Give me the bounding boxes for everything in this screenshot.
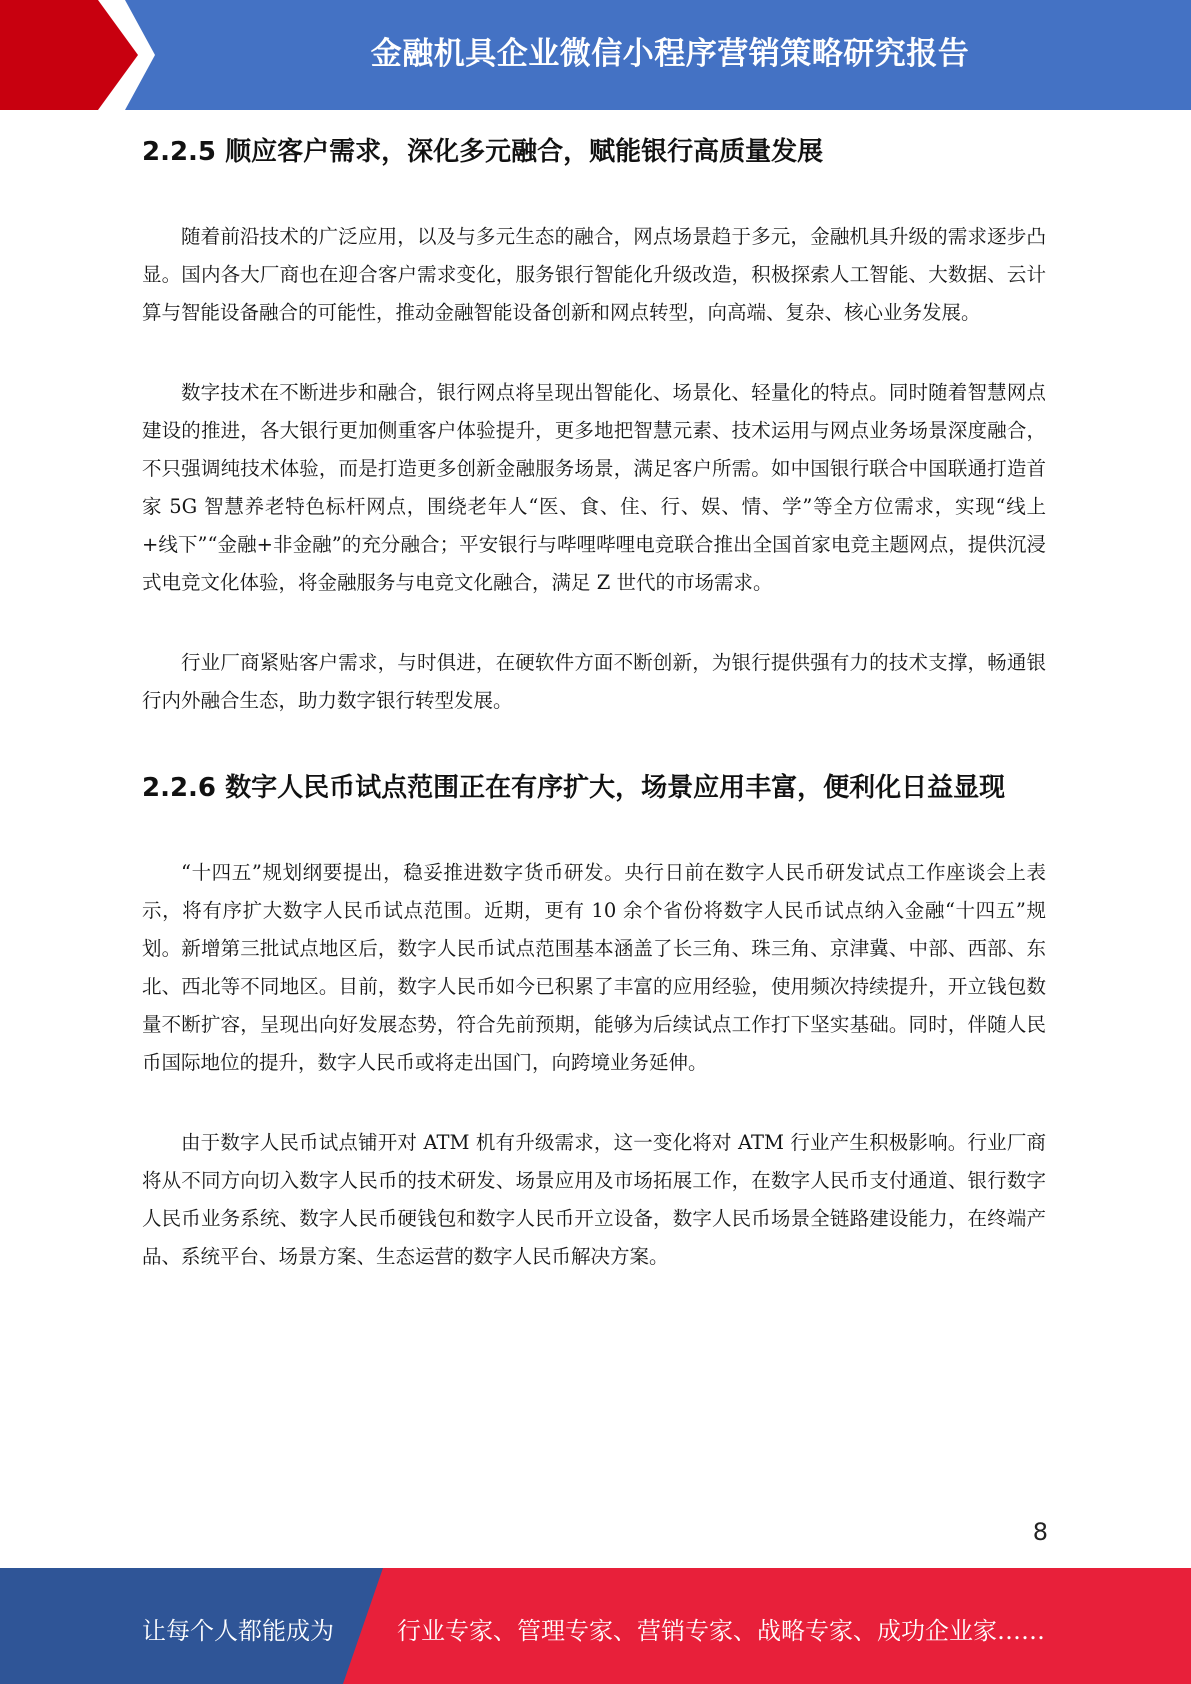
- header-arrow-icon: [0, 0, 160, 110]
- paragraph: 行业厂商紧贴客户需求，与时俱进，在硬软件方面不断创新，为银行提供强有力的技术支撑，畅通银行内外融合生态，助力数字银行转型发展。: [142, 651, 1046, 712]
- paragraph: “十四五”规划纲要提出，稳妥推进数字货币研发。央行日前在数字人民币研发试点工作座谈会上表示，将有序扩大数字人民币试点范围。近期，更有 10 余个省份将数字人民币试点纳入金融“十四五”规划。新增第三批试点地区后，数字人民币试点范围基本涵盖了长三角、珠三角、京津冀、中部、西部、东北、西北等不同地区。目前，数字人民币如今已积累了丰富的应用经验，使用频次持续提升，开立钱包数量不断扩容，呈现出向好发展态势，符合先前预期，能够为后续试点工作打下坚实基础。同时，伴随人民币国际地位的提升，数字人民币或将走出国门，向跨境业务延伸。: [142, 861, 1046, 1074]
- main-content: [142, 122, 1046, 1318]
- paragraph: 由于数字人民币试点铺开对 ATM 机有升级需求，这一变化将对 ATM 行业产生积极影响。行业厂商将从不同方向切入数字人民币的技术研发、场景应用及市场拓展工作，在数字人民币支付通道、银行数字人民币业务系统、数字人民币硬钱包和数字人民币开立设备，数字人民币场景全链路建设能力，在终端产品、系统平台、场景方案、生态运营的数字人民币解决方案。: [142, 1131, 1046, 1268]
- page-header: [0, 0, 1191, 110]
- footer-slogan-right: 行业专家、管理专家、营销专家、战略专家、成功企业家……: [397, 1617, 1045, 1645]
- page-number: 8: [1032, 1518, 1048, 1546]
- page-footer: [0, 1568, 1191, 1684]
- footer-slogan-left: 让每个人都能成为: [142, 1617, 334, 1645]
- paragraph: 数字技术在不断进步和融合，银行网点将呈现出智能化、场景化、轻量化的特点。同时随着智慧网点建设的推进，各大银行更加侧重客户体验提升，更多地把智慧元素、技术运用与网点业务场景深度融合，不只强调纯技术体验，而是打造更多创新金融服务场景，满足客户所需。如中国银行联合中国联通打造首家 5G 智慧养老特色标杆网点，围绕老年人“医、食、住、行、娱、情、学”等全方位需求，实现“线上+线下”“金融+非金融”的充分融合；平安银行与哔哩哔哩电竞联合推出全国首家电竞主题网点，提供沉浸式电竞文化体验，将金融服务与电竞文化融合，满足 Z 世代的市场需求。: [142, 381, 1046, 594]
- section-heading: 2.2.6 数字人民币试点范围正在有序扩大，场景应用丰富，便利化日益显现: [142, 773, 1006, 803]
- section-heading: 2.2.5 顺应客户需求，深化多元融合，赋能银行高质量发展: [142, 137, 824, 167]
- paragraph: 随着前沿技术的广泛应用，以及与多元生态的融合，网点场景趋于多元，金融机具升级的需求逐步凸显。国内各大厂商也在迎合客户需求变化，服务银行智能化升级改造，积极探索人工智能、大数据、云计算与智能设备融合的可能性，推动金融智能设备创新和网点转型，向高端、复杂、核心业务发展。: [142, 225, 1046, 324]
- report-title: 金融机具企业微信小程序营销策略研究报告: [370, 36, 970, 72]
